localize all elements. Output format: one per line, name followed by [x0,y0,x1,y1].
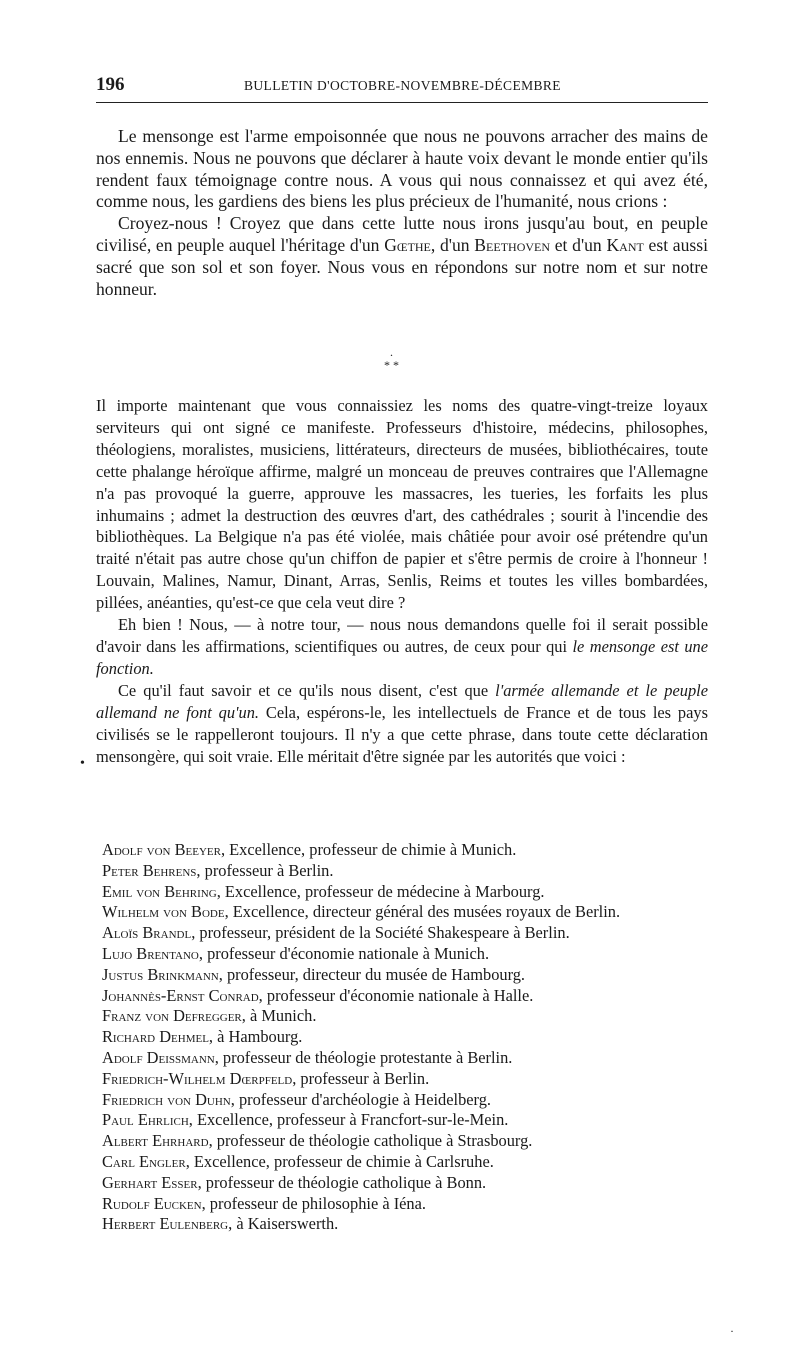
signatory-desc: , professeur, directeur du musée de Hambourg. [218,964,526,984]
signatory [102,986,708,1007]
signatory-name: Albert Ehrhard [102,1131,209,1151]
page-header [96,74,708,98]
signatory [102,840,708,861]
paragraph-text: Cela, espérons-le, les intellectuels de France et de tous les pays civilisés se le rappelleront toujours. Il n'y a que cette phrase, dans toute cette déclaration mensongère, qui soit vraie. Elle méritait d'être signée par les autorités que voici : [96,702,708,766]
signatory-name: Peter Behrens [102,860,197,880]
signatory-name: Friedrich-Wilhelm Dœrpfeld [102,1068,293,1088]
signatory [102,1214,708,1235]
paragraph-text: , d'un [430,234,470,255]
page-number: 196 [96,74,125,95]
signatory-desc: , professeur d'économie nationale à Halle. [258,985,534,1005]
signatory-name: Paul Ehrlich [102,1110,189,1130]
signatory [102,1194,708,1215]
signatory-desc: , Excellence, professeur à Francfort-sur-le-Mein. [188,1110,509,1130]
signatory-name: Friedrich von Duhn [102,1089,231,1109]
signatory-desc: , Excellence, professeur de chimie à Munich. [220,840,517,859]
signatory [102,882,708,903]
signatory [102,1110,708,1131]
signatory-desc: , à Munich. [241,1006,317,1026]
paragraph-text: Ce qu'il faut savoir et ce qu'ils nous disent, c'est que [118,680,489,700]
signatory-desc: , professeur à Berlin. [196,860,334,880]
signatory-name: Aloïs Brandl [102,923,192,943]
signatory-desc: , professeur de théologie catholique à Strasbourg. [208,1131,533,1151]
signatory-desc: , à Hambourg. [208,1027,303,1047]
signatory-name: Adolf Deissmann [102,1047,215,1067]
signatory [102,944,708,965]
signatory-name: Rudolf Eucken [102,1193,202,1213]
header-rule [96,102,708,103]
signatory-desc: , Excellence, professeur de chimie à Carlsruhe. [185,1151,494,1171]
paragraph [96,395,708,614]
signatory-name: Carl Engler [102,1151,186,1171]
paragraph [96,614,708,680]
paragraph [96,680,708,768]
signatory-desc: , professeur de philosophie à Iéna. [201,1193,426,1213]
signatories-list [102,840,708,1235]
margin-mark: • [80,756,85,771]
signatory [102,1069,708,1090]
signatory [102,1152,708,1173]
commentary [96,395,708,767]
signatory-desc: , professeur de théologie protestante à Berlin. [214,1047,513,1067]
paragraph-text: est aussi sacré que son sol et son foyer. Nous vous en répondons sur notre nom et sur notre honneur. [96,234,708,299]
paragraph-text: Il importe maintenant que vous connaissiez les noms des quatre-vingt-treize loyaux serviteurs qui ont signé ce manifeste. Professeurs d'histoire, médecins, philosophes, théologiens, moralistes, musiciens, littérateurs, directeurs de musées, bibliothécaires, toute cette phalange héroïque affirme, malgré un monceau de preuves contraires que l'Allemagne n'a pas provoqué la guerre, approuve les massacres, les tueries, les forfaits les plus inhumains ; admet la destruction des œuvres d'art, des cathédrales ; sourit à l'incendie des bibliothèques. La Belgique n'a pas été violée, mais châtiée pour avoir osé prétendre qu'un traité n'était pas autre chose qu'un chiffon de papier et s'être permis de croire à l'honneur ! Louvain, Malines, Namur, Dinant, Arras, Senlis, Reims et toutes les villes bombardées, pillées, anéanties, qu'est-ce que cela veut dire ? [96,396,708,613]
signatory-desc: , professeur à Berlin. [292,1068,430,1088]
signatory-name: Emil von Behring [102,881,217,901]
signatory-desc: , Excellence, professeur de médecine à Marbourg. [216,881,545,901]
running-title: BULLETIN D'OCTOBRE-NOVEMBRE-DÉCEMBRE [244,78,561,93]
signatory [102,1131,708,1152]
signatory-desc: , professeur d'économie nationale à Munich. [198,943,490,963]
signatory [102,1048,708,1069]
name-beethoven: Beethoven [474,234,551,255]
signatory [102,923,708,944]
signatory-desc: , professeur d'archéologie à Heidelberg. [230,1089,492,1109]
signatory [102,1027,708,1048]
signatory-name: Franz von Defregger [102,1006,242,1026]
paragraph-text: Eh bien ! Nous, — à notre tour, — nous nous demandons quelle foi il serait possible d'avoir dans les affirmations, scientifiques ou autres, de ceux pour qui [96,615,708,656]
signatory-name: Adolf von Beeyer [102,840,221,859]
paragraph-text: et d'un [554,234,602,255]
signatory-name: Wilhelm von Bode [102,902,225,922]
asterism-top: · [389,348,394,362]
signatory [102,902,708,923]
signatory-name: Lujo Brentano [102,943,199,963]
name-goethe: Gœthe [384,234,431,255]
signatory-name: Johannès-Ernst Conrad [102,985,259,1005]
paragraph-text: Croyez-nous ! Croyez que dans cette lutte nous irons jusqu'au bout, en peuple civilisé, en peuple auquel l'héritage d'un [96,213,708,255]
signatory-name: Herbert Eulenberg [102,1214,229,1234]
manifesto-excerpt [96,126,708,300]
signatory [102,1006,708,1027]
name-kant: Kant [606,234,644,255]
paragraph [96,213,708,300]
signatory-desc: , professeur de théologie catholique à Bonn. [197,1172,487,1192]
italic-phrase: le mensonge est une fonction. [96,636,708,678]
signatory [102,1173,708,1194]
signatory-name: Richard Dehmel [102,1027,209,1047]
italic-phrase: l'armée allemande et le peuple allemand ne font qu'un. [96,680,708,722]
paragraph-text: Le mensonge est l'arme empoisonnée que nous ne pouvons arracher des mains de nos ennemis. Nous ne pouvons que déclarer à haute voix devant le monde entier qu'ils rendent faux témoignage contre nous. A vous qui nous connaissez et qui avez été, comme nous, les gardiens des biens les plus précieux de l'humanité, nous crions : [96,126,708,212]
signatory [102,1090,708,1111]
page-mark: · [730,1324,734,1338]
paragraph [96,126,708,213]
asterism-bottom: * * [384,358,399,372]
signatory-desc: , à Kaiserswerth. [228,1214,339,1234]
signatory [102,861,708,882]
signatory-name: Justus Brinkmann [102,964,219,984]
asterism [384,350,399,370]
signatory [102,965,708,986]
signatory-name: Gerhart Esser [102,1172,198,1192]
signatory-desc: , Excellence, directeur général des musées royaux de Berlin. [224,902,621,922]
signatory-desc: , professeur, président de la Société Shakespeare à Berlin. [191,923,570,943]
